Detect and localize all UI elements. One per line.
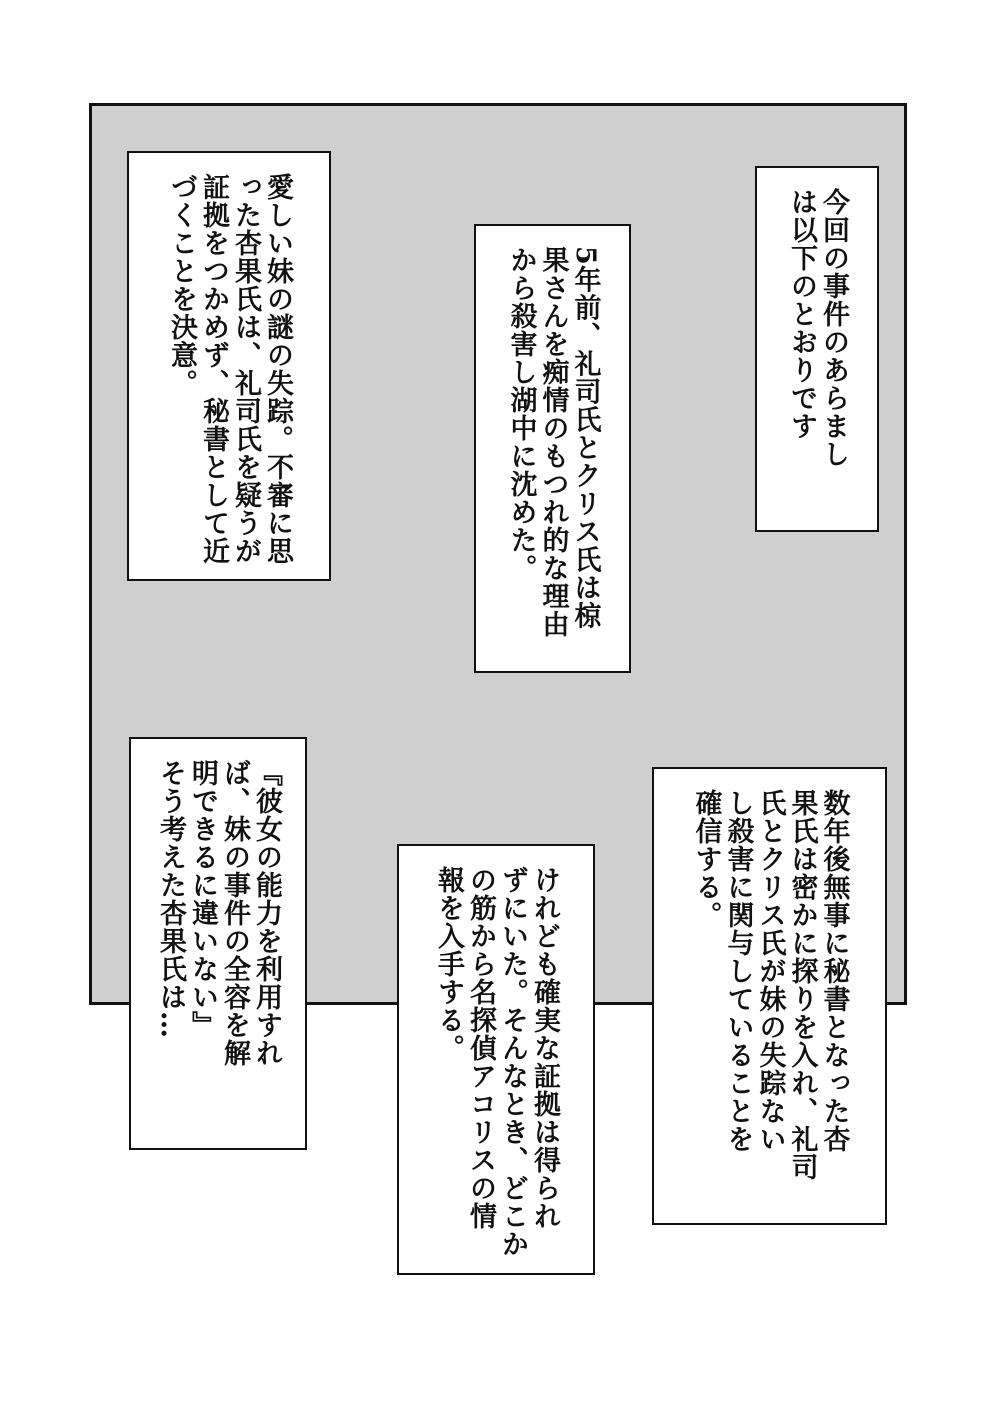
- caption-box-summary-intro: [755, 166, 879, 532]
- caption-line: 愛しい妹の謎の失踪。不審に思: [262, 173, 293, 565]
- caption-line: そう考えた杏果氏は…: [155, 759, 186, 1039]
- caption-box-five-years-ago: [474, 224, 631, 673]
- caption-box-detective-info: [397, 844, 595, 1275]
- caption-line: 果氏は密かに探りを入れ、礼司: [786, 789, 818, 1181]
- caption-box-kyouka-thought: [129, 737, 307, 1150]
- caption-line: は以下のとおりです: [786, 188, 817, 440]
- caption-line: の筋から名探偵アコリスの情: [465, 866, 496, 1230]
- caption-line: った杏果氏は、礼司氏を疑うが: [230, 173, 261, 565]
- caption-line: 氏とクリス氏が妹の失踪ない: [754, 789, 786, 1153]
- caption-line: ば、妹の事件の全容を解: [219, 759, 250, 1067]
- caption-line: けれども確実な証拠は得られ: [529, 866, 560, 1230]
- caption-line: し殺害に関与していることを: [722, 789, 754, 1153]
- caption-line: 証拠をつかめず、秘書として近: [198, 173, 229, 565]
- caption-box-secret-investigation: [652, 767, 887, 1225]
- caption-line: から殺害し湖中に沈めた。: [505, 246, 537, 582]
- caption-line: 『彼女の能力を利用すれ: [251, 759, 282, 1067]
- caption-line: 報を入手する。: [433, 866, 464, 1062]
- caption-line: 今回の事件のあらまし: [818, 188, 849, 468]
- caption-line: ずにいた。そんなとき、どこか: [497, 866, 528, 1258]
- caption-line: づくことを決意。: [166, 173, 197, 397]
- caption-line: 果さんを痴情のもつれ的な理由: [537, 246, 569, 638]
- caption-line: 数年後無事に秘書となった杏: [818, 789, 850, 1153]
- caption-line: 5年前、礼司氏とクリス氏は椋: [569, 246, 601, 630]
- caption-line: 明できるに違いない』: [187, 759, 218, 1039]
- caption-line: 確信する。: [690, 789, 722, 929]
- caption-box-sister-disappearance: [127, 151, 331, 581]
